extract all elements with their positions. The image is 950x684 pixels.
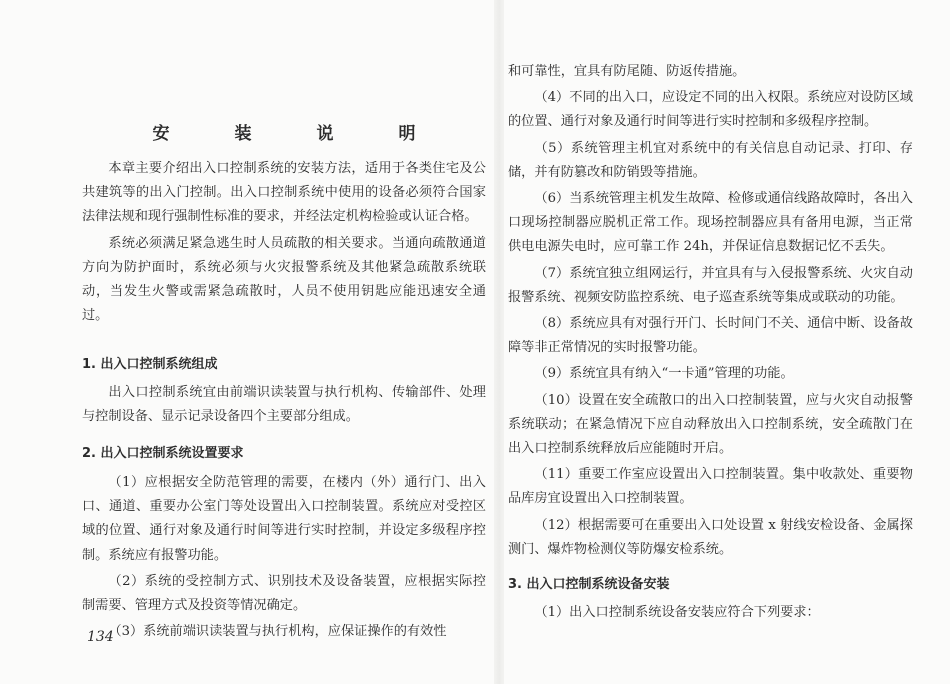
section-2-body bbox=[82, 471, 486, 644]
installation-requirement-1: （1）出入口控制系统设备安装应符合下列要求： bbox=[534, 605, 820, 620]
requirement-8: （8）系统应具有对强行开门、长时间门不关、通信中断、设备故障等非正常情况的实时报警功能。 bbox=[508, 316, 913, 356]
intro-paragraph-2: 系统必须满足紧急逃生时人员疏散的相关要求。当通向疏散通道方向为防护面时，系统必须与火灾报警系统及其他紧急疏散系统联动，当发生火警或需紧急疏散时，人员不使用钥匙应能迅速安全通过。 bbox=[82, 235, 486, 324]
page-title: 安 装 说 明 bbox=[152, 124, 440, 144]
requirement-4: （4）不同的出入口，应设定不同的出入权限。系统应对设防区域的位置、通行对象及通行时间等进行实时控制和多级程序控制。 bbox=[508, 90, 913, 130]
section-3-body bbox=[508, 601, 913, 625]
right-body bbox=[508, 60, 913, 562]
section-heading-1: 1. 出入口控制系统组成 bbox=[82, 357, 218, 372]
section-1-body bbox=[82, 381, 486, 429]
requirement-3: （3）系统前端识读装置与执行机构，应保证操作的有效性 bbox=[108, 624, 447, 640]
intro-block bbox=[82, 157, 486, 328]
requirement-2: （2）系统的受控制方式、识别技术及设备装置，应根据实际控制需要、管理方式及投资等情况确定。 bbox=[82, 573, 486, 614]
continued-text: 和可靠性，宜具有防尾随、防返传措施。 bbox=[508, 64, 746, 79]
requirement-10: （10）设置在安全疏散口的出入口控制装置，应与火灾自动报警系统联动；在紧急情况下应自动释放出入口控制系统，安全疏散门在出入口控制系统释放后应能随时开启。 bbox=[508, 392, 913, 457]
requirement-7: （7）系统宜独立组网运行，并宜具有与入侵报警系统、火灾自动报警系统、视频安防监控系统、电子巡查系统等集成或联动的功能。 bbox=[508, 265, 913, 305]
requirement-5: （5）系统管理主机宜对系统中的有关信息自动记录、打印、存储，并有防篡改和防销毁等措施。 bbox=[508, 140, 913, 180]
requirement-1: （1）应根据安全防范管理的需要，在楼内（外）通行门、出入口、通道、重要办公室门等处设置出入口控制装置。系统应对受控区域的位置、通行对象及通行时间等进行实时控制，并设定多级程序控制。系统应有报警功能。 bbox=[82, 475, 486, 563]
requirement-9: （9）系统宜具有纳入“一卡通”管理的功能。 bbox=[534, 366, 794, 382]
section-1-paragraph: 出入口控制系统宜由前端识读装置与执行机构、传输部件、处理与控制设备、显示记录设备四个主要部分组成。 bbox=[82, 385, 486, 425]
section-heading-2: 2. 出入口控制系统设置要求 bbox=[82, 446, 244, 461]
requirement-6: （6）当系统管理主机发生故障、检修或通信线路故障时，各出入口现场控制器应脱机正常工作。现场控制器应具有备用电源，当正常供电电源失电时，应可靠工作 24h，并保证信息数据记忆不丢失。 bbox=[508, 191, 913, 255]
intro-paragraph-1: 本章主要介绍出入口控制系统的安装方法，适用于各类住宅及公共建筑等的出入门控制。出入口控制系统中使用的设备必须符合国家法律法规和现行强制性标准的要求，并经法定机构检验或认证合格。 bbox=[82, 161, 486, 225]
requirement-11: （11）重要工作室应设置出入口控制装置。集中收款处、重要物品库房宜设置出入口控制装置。 bbox=[508, 467, 913, 507]
requirement-12: （12）根据需要可在重要出入口处设置 x 射线安检设备、金属探测门、爆炸物检测仪等防爆安检系统。 bbox=[508, 517, 913, 557]
page-number: 134 bbox=[87, 629, 114, 645]
page-gutter bbox=[494, 0, 504, 684]
section-heading-3: 3. 出入口控制系统设备安装 bbox=[508, 577, 670, 592]
